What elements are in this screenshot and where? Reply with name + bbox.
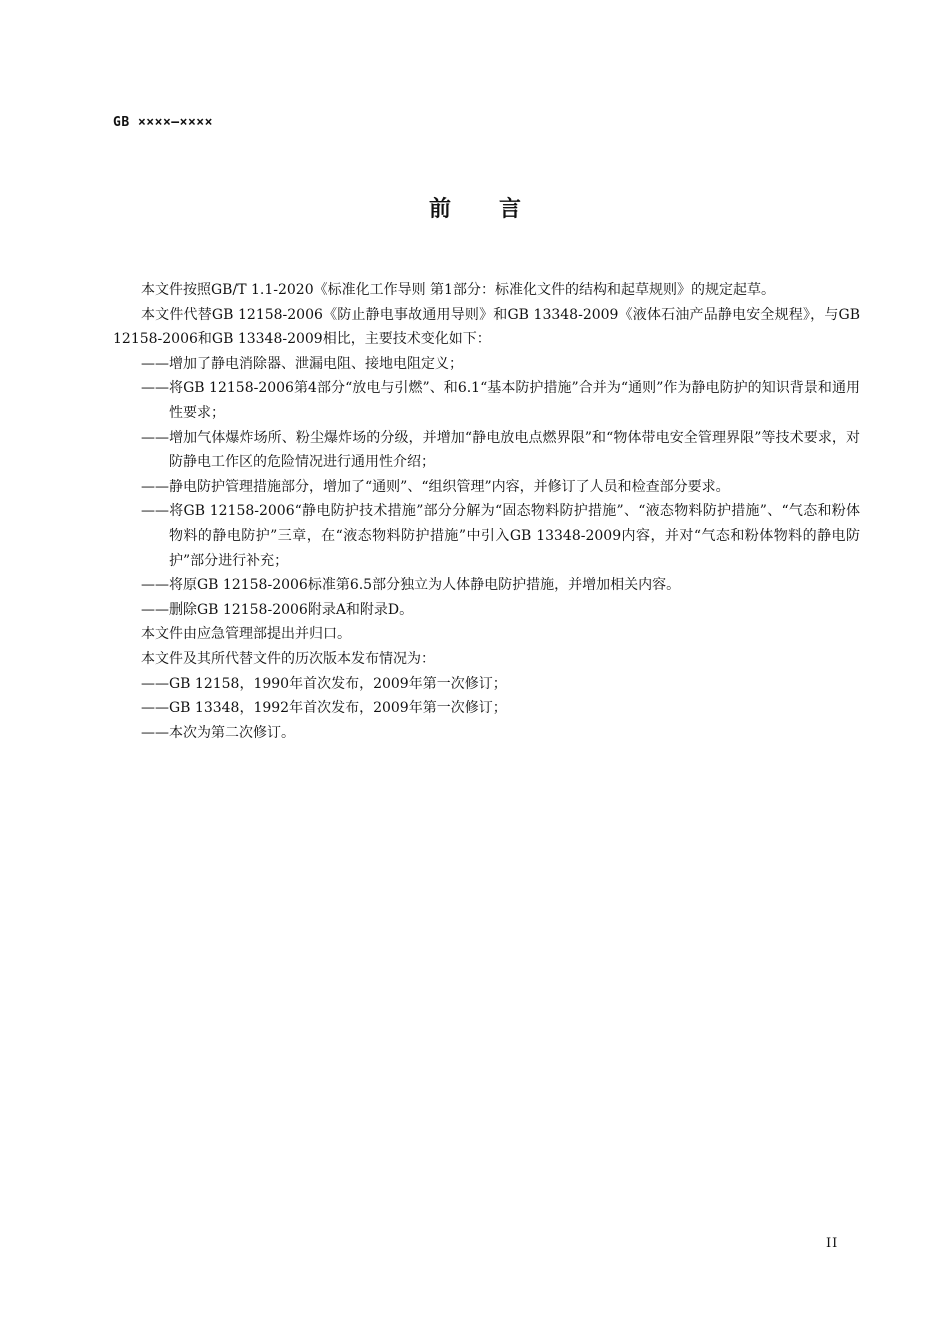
change-item: ——增加了静电消除器、泄漏电阻、接地电阻定义； (141, 355, 463, 372)
document-body (113, 278, 860, 745)
change-item: ——将原GB 12158-2006标准第6.5部分独立为人体静电防护措施，并增加相关内容。 (141, 577, 681, 594)
change-item: ——将GB 12158-2006“静电防护技术措施”部分分解为“固态物料防护措施”、“液态物料防护措施”、“气态和粉体物料的静电防护”三章，在“液态物料防护措施”中引入GB 13348-2009内容，并对“气态和粉体物料的静电防护”部分进行补充； (141, 503, 860, 569)
history-item: ——GB 12158，1990年首次发布，2009年第一次修订； (141, 675, 507, 692)
paragraph-proposer: 本文件由应急管理部提出并归口。 (141, 626, 351, 643)
paragraph-replacement: 本文件代替GB 12158-2006《防止静电事故通用导则》和GB 13348-2009《液体石油产品静电安全规程》，与GB 12158-2006和GB 13348-2009相比，主要技术变化如下： (113, 306, 860, 348)
paragraph-drafting-rule: 本文件按照GB/T 1.1-2020《标准化工作导则 第1部分：标准化文件的结构和起草规则》的规定起草。 (141, 282, 775, 298)
page-title: 前言 (428, 197, 569, 222)
history-item: ——GB 13348，1992年首次发布，2009年第一次修订； (141, 700, 507, 717)
history-item: ——本次为第二次修订。 (141, 724, 295, 741)
paragraph-history-intro: 本文件及其所代替文件的历次版本发布情况为： (141, 650, 435, 667)
change-item: ——增加气体爆炸场所、粉尘爆炸场的分级，并增加“静电放电点燃界限”和“物体带电安全管理界限”等技术要求，对防静电工作区的危险情况进行通用性介绍； (141, 429, 860, 471)
document-code: GB ××××—×××× (113, 115, 213, 130)
change-item: ——静电防护管理措施部分，增加了“通则”、“组织管理”内容，并修订了人员和检查部分要求。 (141, 478, 730, 495)
change-item: ——删除GB 12158-2006附录A和附录D。 (141, 601, 414, 618)
change-item: ——将GB 12158-2006第4部分“放电与引燃”、和6.1“基本防护措施”合并为“通则”作为静电防护的知识背景和通用性要求； (141, 380, 860, 421)
page-number: II (826, 1236, 839, 1251)
